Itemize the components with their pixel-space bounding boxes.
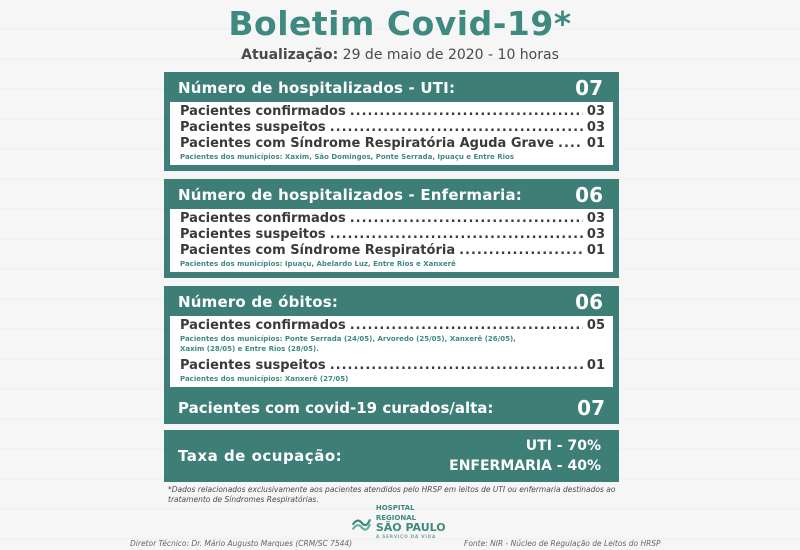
leader-dots <box>350 318 583 334</box>
row-label: Pacientes confirmados <box>180 211 346 226</box>
enfermaria-row-confirmados <box>180 211 605 227</box>
enfermaria-row-sr <box>180 243 605 259</box>
row-value: 01 <box>586 136 605 151</box>
obitos-suspeitos-municipios: Pacientes dos municípios: Xanxerê (27/05) <box>180 375 349 383</box>
leader-dots <box>350 104 583 120</box>
obitos-total: 06 <box>575 290 603 314</box>
row-label: Pacientes suspeitos <box>180 120 326 135</box>
update-line <box>0 47 800 63</box>
hospital-logo-icon <box>350 511 372 535</box>
obitos-card <box>164 286 619 393</box>
footer-director: Diretor Técnico: Dr. Mário Augusto Marques (CRM/SC 7544) <box>130 539 353 548</box>
obitos-row-confirmados <box>180 318 605 334</box>
update-value: 29 de maio de 2020 - 10 horas <box>338 47 559 63</box>
taxa-ocupacao-banner <box>164 430 619 482</box>
enfermaria-heading: Número de hospitalizados - Enfermaria: <box>178 186 522 204</box>
uti-municipios: Pacientes dos municípios: Xaxim, São Domingos, Ponte Serrada, Ipuaçu e Entre Rios <box>180 153 515 161</box>
leader-dots <box>459 243 583 259</box>
row-label: Pacientes com Síndrome Respiratória <box>180 243 456 258</box>
obitos-confirmados-municipios-1: Pacientes dos municípios: Ponte Serrada (24/05), Arvoredo (25/05), Xanxerê (26/05), <box>180 335 516 343</box>
obitos-header <box>166 288 617 316</box>
footnote: *Dados relacionados exclusivamente aos pacientes atendidos pelo HRSP em leitos de UTI ou enfermaria destinados ao tratamento de Síndromes Respiratórias. <box>168 485 616 504</box>
row-value: 01 <box>586 243 605 258</box>
obitos-body <box>170 316 613 387</box>
uti-body <box>170 102 613 165</box>
enfermaria-header <box>166 181 617 209</box>
uti-row-srag <box>180 136 605 152</box>
row-label: Pacientes suspeitos <box>180 227 326 242</box>
curados-total: 07 <box>577 396 605 420</box>
logo-line3: A SERVIÇO DA VIDA <box>375 535 436 540</box>
row-value: 03 <box>586 120 605 135</box>
uti-header <box>166 74 617 102</box>
logo-line2: SÃO PAULO <box>375 521 446 534</box>
row-label: Pacientes confirmados <box>180 104 346 119</box>
footer-source: Fonte: NIR - Núcleo de Regulação de Leitos do HRSP <box>464 539 661 548</box>
leader-dots <box>330 120 583 136</box>
enfermaria-row-suspeitos <box>180 227 605 243</box>
row-value: 03 <box>586 227 605 242</box>
row-value: 01 <box>586 358 605 373</box>
obitos-heading: Número de óbitos: <box>178 293 339 311</box>
leader-dots <box>330 227 583 243</box>
logo-line1: HOSPITAL REGIONAL <box>375 504 417 522</box>
obitos-confirmados-municipios-2: Xaxim (28/05) e Entre Rios (28/05). <box>180 345 319 353</box>
row-value: 05 <box>586 318 605 333</box>
uti-row-confirmados <box>180 104 605 120</box>
uti-total: 07 <box>575 76 603 100</box>
uti-row-suspeitos <box>180 120 605 136</box>
row-value: 03 <box>586 211 605 226</box>
row-value: 03 <box>586 104 605 119</box>
taxa-enfermaria: ENFERMARIA - 40% <box>449 458 601 474</box>
bulletin-title: Boletim Covid-19* <box>228 4 572 43</box>
leader-dots <box>558 136 583 152</box>
update-label: Atualização: <box>241 47 339 63</box>
taxa-heading: Taxa de ocupação: <box>178 447 343 465</box>
leader-dots <box>330 358 583 374</box>
row-label: Pacientes suspeitos <box>180 358 326 373</box>
row-label: Pacientes com Síndrome Respiratória Aguda Grave <box>180 136 554 151</box>
curados-heading: Pacientes com covid-19 curados/alta: <box>178 399 494 417</box>
enfermaria-body <box>170 209 613 272</box>
row-label: Pacientes confirmados <box>180 318 346 333</box>
obitos-row-suspeitos <box>180 358 605 374</box>
uti-heading: Número de hospitalizados - UTI: <box>178 79 456 97</box>
enfermaria-total: 06 <box>575 183 603 207</box>
enfermaria-card <box>164 179 619 278</box>
leader-dots <box>350 211 583 227</box>
logo-text <box>376 503 450 543</box>
enfermaria-municipios: Pacientes dos municípios: Ipuaçu, Abelardo Luz, Entre Rios e Xanxerê <box>180 260 456 268</box>
taxa-values <box>449 436 601 476</box>
taxa-uti: UTI - 70% <box>525 438 601 454</box>
uti-card <box>164 72 619 171</box>
hospital-logo <box>350 505 450 541</box>
curados-banner <box>164 392 619 424</box>
